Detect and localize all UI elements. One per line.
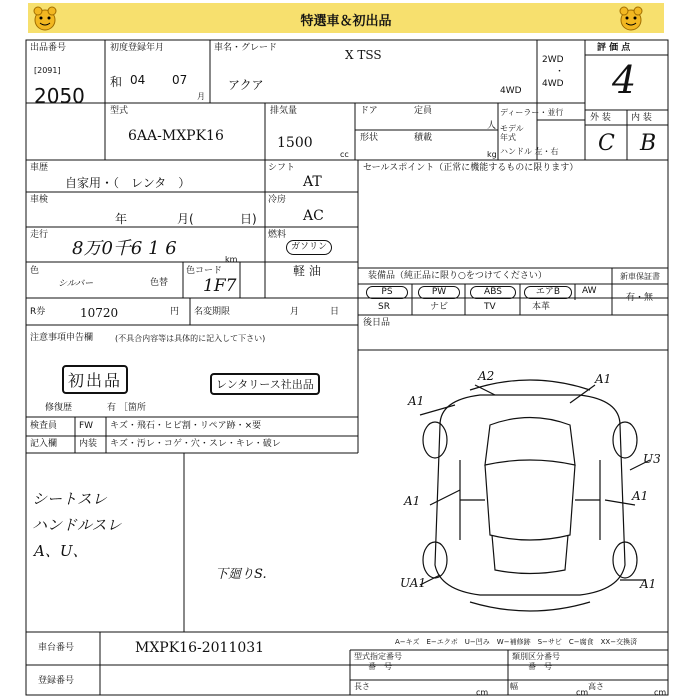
dealer-label: ディーラー・並行 xyxy=(500,108,564,117)
color-tone-label: 色替 xyxy=(150,278,169,288)
capacity-label: 定員 xyxy=(414,106,433,116)
drive-opt2: 4WD xyxy=(542,79,564,89)
mark-a1-bottomright: A1 xyxy=(640,577,657,591)
equip-aw: AW xyxy=(582,286,597,296)
int-value: B xyxy=(640,131,657,156)
mileage-value: 8万0千6 1 6 xyxy=(72,238,177,259)
handwritten-note-1: シートスレ xyxy=(32,490,107,508)
mileage-unit: km xyxy=(225,255,238,264)
displacement-label: 排気量 xyxy=(270,106,298,116)
score-value: 4 xyxy=(612,58,637,102)
inspection-year: 年 xyxy=(115,212,128,226)
name-change-month: 月 xyxy=(290,307,300,317)
name-change-label: 名変期限 xyxy=(194,307,231,317)
fuel-label: 燃料 xyxy=(268,230,287,240)
drive-dot: ・ xyxy=(555,67,565,77)
mark-a1-right: A1 xyxy=(632,489,649,503)
damage-legend: A−キズ E−エクボ U−凹み W−補修跡 S−サビ C−腐食 XX−交換済 xyxy=(395,638,638,646)
inspection-day: 日) xyxy=(240,212,257,226)
first-reg-month-unit: 月 xyxy=(197,92,205,101)
color-code-label: 色コード xyxy=(186,266,223,276)
checks-row2: キズ・汚レ・コゲ・穴・スレ・キレ・破レ xyxy=(110,439,281,449)
color-code-value: 1F7 xyxy=(203,276,237,296)
rear-seat-label: 後日品 xyxy=(363,318,391,328)
aircon-value: AC xyxy=(303,208,324,224)
int-label: 内 装 xyxy=(631,113,652,123)
first-reg-year: 04 xyxy=(130,73,146,87)
classification-sub: 番 号 xyxy=(528,662,552,671)
color-value: シルバー xyxy=(58,279,94,289)
mark-a2-top: A2 xyxy=(478,369,495,383)
car-label: 車名・グレード xyxy=(214,43,278,53)
shape-label: 形状 xyxy=(360,133,379,143)
load-label: 積載 xyxy=(414,133,433,143)
header-title: 特選車＆初出品 xyxy=(300,14,392,29)
mark-ua1-bottomleft: UA1 xyxy=(400,576,427,590)
dealer-model-label: モデル xyxy=(500,124,524,133)
classification-label: 類別区分番号 xyxy=(512,652,560,661)
warranty-label: 新車保証書 xyxy=(620,272,660,281)
handwritten-note-2: ハンドルスレ xyxy=(32,516,122,534)
recycle-value: 10720 xyxy=(80,306,119,320)
car-name: アクア xyxy=(228,78,264,92)
warranty-value: 有・無 xyxy=(626,293,654,303)
equipment-label: 装備品（純正品に限り○をつけてください） xyxy=(368,271,547,281)
inspection-month: 月( xyxy=(177,212,194,226)
checks-row1: キズ・飛石・ヒビ割・リペア跡・×要 xyxy=(110,421,262,431)
door-label: ドア xyxy=(360,106,378,116)
repair-label: 修復歴 xyxy=(45,403,73,413)
history-label: 車歴 xyxy=(30,163,49,173)
handwritten-undercarriage: 下廻りS. xyxy=(215,567,267,582)
recycle-unit: 円 xyxy=(170,307,180,317)
type-approval-sub: 番 号 xyxy=(368,662,392,671)
equip-tv: TV xyxy=(484,302,496,312)
history-value: 自家用・（ レンタ ） xyxy=(65,176,191,190)
dim-length-unit: cm xyxy=(476,688,489,697)
shift-value: AT xyxy=(303,174,322,190)
shift-label: シフト xyxy=(268,163,296,173)
lot-code: [2091] xyxy=(34,66,61,75)
car-damage-diagram xyxy=(400,365,665,625)
equip-airbag: エアB xyxy=(524,286,572,299)
inspection-label: 車検 xyxy=(30,195,49,205)
dim-width-unit: cm xyxy=(576,688,589,697)
chassis-label: 車台番号 xyxy=(38,643,75,653)
dim-width: 幅 xyxy=(510,682,518,691)
equip-sr: SR xyxy=(378,302,390,312)
ext-label: 外 装 xyxy=(590,113,611,123)
mileage-label: 走行 xyxy=(30,230,49,240)
model-value: 6AA-MXPK16 xyxy=(128,128,224,144)
car-grade: X TSS xyxy=(345,48,382,62)
load-unit: kg xyxy=(487,150,497,159)
dim-height: 高さ xyxy=(588,682,604,691)
equip-ps: PS xyxy=(366,286,408,299)
checks-row1-label: FW xyxy=(79,421,94,431)
dealer-year-label: 年式 xyxy=(500,133,516,142)
ext-value: C xyxy=(598,131,615,156)
color-label: 色 xyxy=(30,266,40,276)
mark-a1-left: A1 xyxy=(404,494,421,508)
checks-label1: 検査員 xyxy=(30,421,58,431)
repair-value: 有 ［箇所 xyxy=(107,403,146,413)
displacement-unit: cc xyxy=(340,150,349,159)
mark-u3-right: U3 xyxy=(643,452,661,466)
name-change-day: 日 xyxy=(330,307,340,317)
dim-height-unit: cm xyxy=(654,688,667,697)
first-reg-era: 和 xyxy=(110,75,123,89)
lot-number: 2050 xyxy=(34,84,85,108)
checks-row2-label: 内装 xyxy=(79,439,98,449)
aircon-label: 冷房 xyxy=(268,195,287,205)
equip-leather: 本革 xyxy=(532,302,551,312)
handwritten-note-3: A、U、 xyxy=(34,542,88,560)
fuel-diesel: 軽 油 xyxy=(293,264,321,278)
displacement-value: 1500 xyxy=(277,135,313,151)
drive-opt1: 2WD xyxy=(542,55,564,65)
recycle-label: R券 xyxy=(30,307,46,317)
type-approval-label: 型式指定番号 xyxy=(354,652,402,661)
model-label: 型式 xyxy=(110,106,129,116)
stamp-first-listing: 初出品 xyxy=(62,365,128,394)
sales-point-label: セールスポイント（正常に機能するものに限ります） xyxy=(363,163,579,173)
first-reg-label: 初度登録年月 xyxy=(110,43,165,53)
car-wd: 4WD xyxy=(500,86,522,96)
checks-label2: 記入欄 xyxy=(30,439,58,449)
capacity-unit: 人 xyxy=(487,121,497,131)
lot-label: 出品番号 xyxy=(30,43,67,53)
notes-sub: (不具合内容等は具体的に記入して下さい) xyxy=(115,334,266,343)
equip-pw: PW xyxy=(418,286,460,299)
notes-label: 注意事項申告欄 xyxy=(30,333,94,343)
equip-navi: ナビ xyxy=(430,302,449,312)
equip-abs: ABS xyxy=(470,286,516,299)
mark-a1-topleft: A1 xyxy=(408,394,425,408)
first-reg-month: 07 xyxy=(172,73,188,87)
chassis-value: MXPK16-2011031 xyxy=(135,640,265,656)
fuel-gas: ガソリン xyxy=(286,240,332,255)
stamp-rental-lease: レンタリース社出品 xyxy=(210,373,320,395)
dealer-handle: ハンドル 左・右 xyxy=(500,147,559,156)
mark-a1-topright: A1 xyxy=(595,372,612,386)
dim-length: 長さ xyxy=(354,682,370,691)
score-label: 評 価 点 xyxy=(597,43,631,53)
registration-label: 登録番号 xyxy=(38,676,75,686)
